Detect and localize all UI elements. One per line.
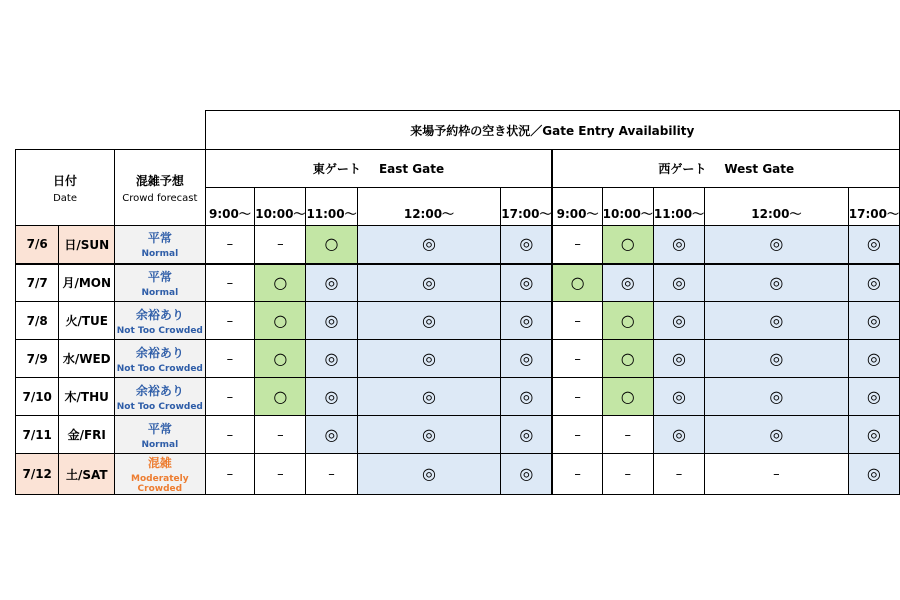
west-time-4: 17:00〜	[848, 188, 899, 226]
unavailable-mark: –	[226, 313, 234, 329]
west-slot-cell	[653, 416, 704, 454]
west-time-2: 11:00〜	[653, 188, 704, 226]
available-mark: ◎	[519, 234, 534, 254]
east-slot-cell	[255, 302, 306, 340]
available-mark: ◎	[866, 234, 881, 254]
few-slots-mark: ○	[620, 234, 635, 254]
table-row	[16, 226, 900, 264]
east-slot-cell	[255, 416, 306, 454]
crowd-forecast-jp: 平常	[147, 421, 172, 436]
east-slot-cell	[205, 226, 255, 264]
west-slot-cell	[653, 454, 704, 495]
unavailable-mark: –	[226, 275, 234, 291]
crowd-header-en: Crowd forecast	[122, 192, 198, 204]
west-slot-cell	[848, 302, 899, 340]
east-slot-cell	[357, 226, 501, 264]
west-slot-cell	[602, 378, 653, 416]
east-gate-header	[205, 150, 552, 188]
table-row	[16, 378, 900, 416]
weekday-cell: 金/FRI	[59, 416, 115, 454]
east-time-1: 10:00〜	[255, 188, 306, 226]
gate-availability-table	[15, 110, 900, 495]
weekday-cell: 日/SUN	[59, 226, 115, 264]
unavailable-mark: –	[574, 427, 581, 443]
weekday-cell: 土/SAT	[59, 454, 115, 495]
west-slot-cell	[552, 340, 602, 378]
east-slot-cell	[306, 302, 357, 340]
east-slot-cell	[501, 454, 553, 495]
west-slot-cell	[602, 264, 653, 302]
available-mark: ◎	[866, 424, 881, 444]
west-time-0: 9:00〜	[552, 188, 602, 226]
available-mark: ◎	[671, 348, 686, 368]
available-mark: ◎	[519, 348, 534, 368]
table-row	[16, 264, 900, 302]
east-time-3: 12:00〜	[357, 188, 501, 226]
crowd-forecast-cell	[115, 264, 205, 302]
few-slots-mark: ○	[324, 234, 339, 254]
crowd-forecast-en: Moderately Crowded	[131, 474, 189, 494]
west-gate-jp: 西ゲート	[658, 162, 707, 176]
crowd-forecast-cell	[115, 302, 205, 340]
available-mark: ◎	[421, 310, 436, 330]
east-slot-cell	[205, 416, 255, 454]
available-mark: ◎	[421, 234, 436, 254]
unavailable-mark: –	[277, 427, 284, 443]
west-slot-cell	[602, 416, 653, 454]
west-time-1: 10:00〜	[602, 188, 653, 226]
available-mark: ◎	[324, 310, 339, 330]
date-cell: 7/11	[16, 416, 59, 454]
east-slot-cell	[306, 454, 357, 495]
unavailable-mark: –	[624, 427, 632, 443]
crowd-forecast-jp: 平常	[147, 269, 172, 284]
east-slot-cell	[255, 454, 306, 495]
crowd-forecast-en: Not Too Crowded	[116, 401, 203, 412]
crowd-forecast-jp: 余裕あり	[135, 345, 184, 360]
west-slot-cell	[705, 378, 849, 416]
west-slot-cell	[705, 416, 849, 454]
unavailable-mark: –	[574, 351, 581, 367]
unavailable-mark: –	[574, 313, 581, 329]
east-slot-cell	[306, 416, 357, 454]
available-mark: ◎	[866, 272, 881, 292]
west-slot-cell	[602, 454, 653, 495]
available-mark: ◎	[769, 234, 784, 254]
weekday-cell: 木/THU	[59, 378, 115, 416]
available-mark: ◎	[421, 272, 436, 292]
available-mark: ◎	[324, 272, 339, 292]
crowd-forecast-cell	[115, 226, 205, 264]
available-mark: ◎	[519, 272, 534, 292]
date-cell: 7/8	[16, 302, 59, 340]
few-slots-mark: ○	[570, 272, 585, 292]
west-slot-cell	[848, 264, 899, 302]
west-slot-cell	[653, 226, 704, 264]
east-time-4: 17:00〜	[501, 188, 553, 226]
few-slots-mark: ○	[620, 386, 635, 406]
date-header	[16, 150, 115, 226]
unavailable-mark: –	[226, 427, 234, 443]
east-time-2: 11:00〜	[306, 188, 357, 226]
unavailable-mark: –	[277, 467, 284, 482]
east-gate-jp: 東ゲート	[312, 162, 361, 176]
available-mark: ◎	[769, 310, 784, 330]
available-mark: ◎	[620, 272, 635, 292]
unavailable-mark: –	[773, 467, 780, 482]
crowd-forecast-jp: 余裕あり	[135, 307, 184, 322]
east-time-0: 9:00〜	[205, 188, 255, 226]
available-mark: ◎	[324, 386, 339, 406]
west-slot-cell	[552, 302, 602, 340]
east-slot-cell	[255, 340, 306, 378]
east-slot-cell	[306, 340, 357, 378]
east-slot-cell	[357, 378, 501, 416]
west-slot-cell	[552, 226, 602, 264]
unavailable-mark: –	[226, 351, 234, 367]
west-time-3: 12:00〜	[705, 188, 849, 226]
date-cell: 7/12	[16, 454, 59, 495]
west-slot-cell	[705, 302, 849, 340]
west-slot-cell	[848, 416, 899, 454]
date-header-en: Date	[53, 192, 77, 204]
unavailable-mark: –	[328, 467, 335, 482]
east-slot-cell	[501, 378, 553, 416]
crowd-forecast-jp: 平常	[147, 231, 172, 246]
available-mark: ◎	[671, 310, 686, 330]
west-gate-header	[552, 150, 899, 188]
available-mark: ◎	[519, 386, 534, 406]
available-mark: ◎	[769, 424, 784, 444]
available-mark: ◎	[519, 464, 534, 483]
west-gate-en: West Gate	[724, 162, 795, 176]
crowd-forecast-en: Not Too Crowded	[116, 363, 203, 374]
available-mark: ◎	[421, 464, 436, 483]
weekday-cell: 火/TUE	[59, 302, 115, 340]
available-mark: ◎	[769, 386, 784, 406]
east-slot-cell	[306, 378, 357, 416]
available-mark: ◎	[519, 424, 534, 444]
east-slot-cell	[205, 454, 255, 495]
available-mark: ◎	[671, 424, 686, 444]
crowd-forecast-en: Normal	[141, 287, 179, 298]
east-slot-cell	[501, 416, 553, 454]
few-slots-mark: ○	[620, 310, 635, 330]
unavailable-mark: –	[574, 467, 581, 482]
available-mark: ◎	[421, 386, 436, 406]
unavailable-mark: –	[574, 237, 581, 253]
few-slots-mark: ○	[620, 348, 635, 368]
available-mark: ◎	[324, 348, 339, 368]
east-gate-en: East Gate	[378, 162, 445, 176]
table-row	[16, 302, 900, 340]
unavailable-mark: –	[277, 237, 284, 253]
crowd-forecast-jp: 混雑	[147, 456, 172, 470]
west-slot-cell	[552, 454, 602, 495]
available-mark: ◎	[421, 348, 436, 368]
east-slot-cell	[306, 226, 357, 264]
date-cell: 7/10	[16, 378, 59, 416]
east-slot-cell	[357, 264, 501, 302]
west-slot-cell	[653, 340, 704, 378]
available-mark: ◎	[519, 310, 534, 330]
east-slot-cell	[357, 302, 501, 340]
date-cell: 7/7	[16, 264, 59, 302]
east-slot-cell	[205, 302, 255, 340]
date-cell: 7/9	[16, 340, 59, 378]
date-header-jp: 日付	[53, 173, 78, 188]
west-slot-cell	[705, 454, 849, 495]
table-row	[16, 340, 900, 378]
date-cell: 7/6	[16, 226, 59, 264]
few-slots-mark: ○	[273, 386, 288, 406]
crowd-forecast-en: Normal	[141, 249, 179, 260]
east-slot-cell	[205, 378, 255, 416]
crowd-header-jp: 混雑予想	[135, 173, 184, 188]
east-slot-cell	[501, 302, 553, 340]
west-slot-cell	[653, 302, 704, 340]
west-slot-cell	[552, 378, 602, 416]
east-slot-cell	[306, 264, 357, 302]
unavailable-mark: –	[624, 467, 632, 482]
east-slot-cell	[255, 226, 306, 264]
available-mark: ◎	[421, 424, 436, 444]
crowd-header	[115, 150, 205, 226]
table-title: 来場予約枠の空き状況／Gate Entry Availability	[205, 111, 899, 150]
west-slot-cell	[705, 340, 849, 378]
available-mark: ◎	[671, 386, 686, 406]
crowd-forecast-cell	[115, 340, 205, 378]
crowd-forecast-en: Normal	[141, 439, 179, 450]
west-slot-cell	[705, 264, 849, 302]
west-slot-cell	[552, 264, 602, 302]
east-slot-cell	[501, 340, 553, 378]
available-mark: ◎	[324, 424, 339, 444]
west-slot-cell	[848, 378, 899, 416]
east-slot-cell	[357, 454, 501, 495]
crowd-forecast-cell	[115, 416, 205, 454]
weekday-cell: 月/MON	[59, 264, 115, 302]
west-slot-cell	[602, 302, 653, 340]
unavailable-mark: –	[226, 237, 234, 253]
available-mark: ◎	[866, 464, 881, 483]
available-mark: ◎	[769, 348, 784, 368]
west-slot-cell	[848, 340, 899, 378]
table-row	[16, 454, 900, 495]
few-slots-mark: ○	[273, 348, 288, 368]
east-slot-cell	[205, 340, 255, 378]
unavailable-mark: –	[226, 389, 234, 405]
west-slot-cell	[552, 416, 602, 454]
available-mark: ◎	[866, 310, 881, 330]
west-slot-cell	[848, 454, 899, 495]
corner-blank	[16, 111, 206, 150]
east-slot-cell	[357, 340, 501, 378]
east-slot-cell	[255, 264, 306, 302]
crowd-forecast-cell	[115, 454, 205, 495]
available-mark: ◎	[671, 272, 686, 292]
available-mark: ◎	[866, 386, 881, 406]
west-slot-cell	[602, 340, 653, 378]
east-slot-cell	[255, 378, 306, 416]
crowd-forecast-cell	[115, 378, 205, 416]
east-slot-cell	[501, 226, 553, 264]
crowd-forecast-en: Not Too Crowded	[116, 325, 203, 336]
few-slots-mark: ○	[273, 272, 288, 292]
available-mark: ◎	[671, 234, 686, 254]
available-mark: ◎	[769, 272, 784, 292]
west-slot-cell	[705, 226, 849, 264]
east-slot-cell	[357, 416, 501, 454]
west-slot-cell	[653, 264, 704, 302]
weekday-cell: 水/WED	[59, 340, 115, 378]
available-mark: ◎	[866, 348, 881, 368]
west-slot-cell	[602, 226, 653, 264]
unavailable-mark: –	[675, 467, 683, 482]
west-slot-cell	[653, 378, 704, 416]
crowd-forecast-jp: 余裕あり	[135, 383, 184, 398]
east-slot-cell	[205, 264, 255, 302]
unavailable-mark: –	[574, 389, 581, 405]
few-slots-mark: ○	[273, 310, 288, 330]
unavailable-mark: –	[226, 467, 234, 482]
table-row	[16, 416, 900, 454]
east-slot-cell	[501, 264, 553, 302]
west-slot-cell	[848, 226, 899, 264]
